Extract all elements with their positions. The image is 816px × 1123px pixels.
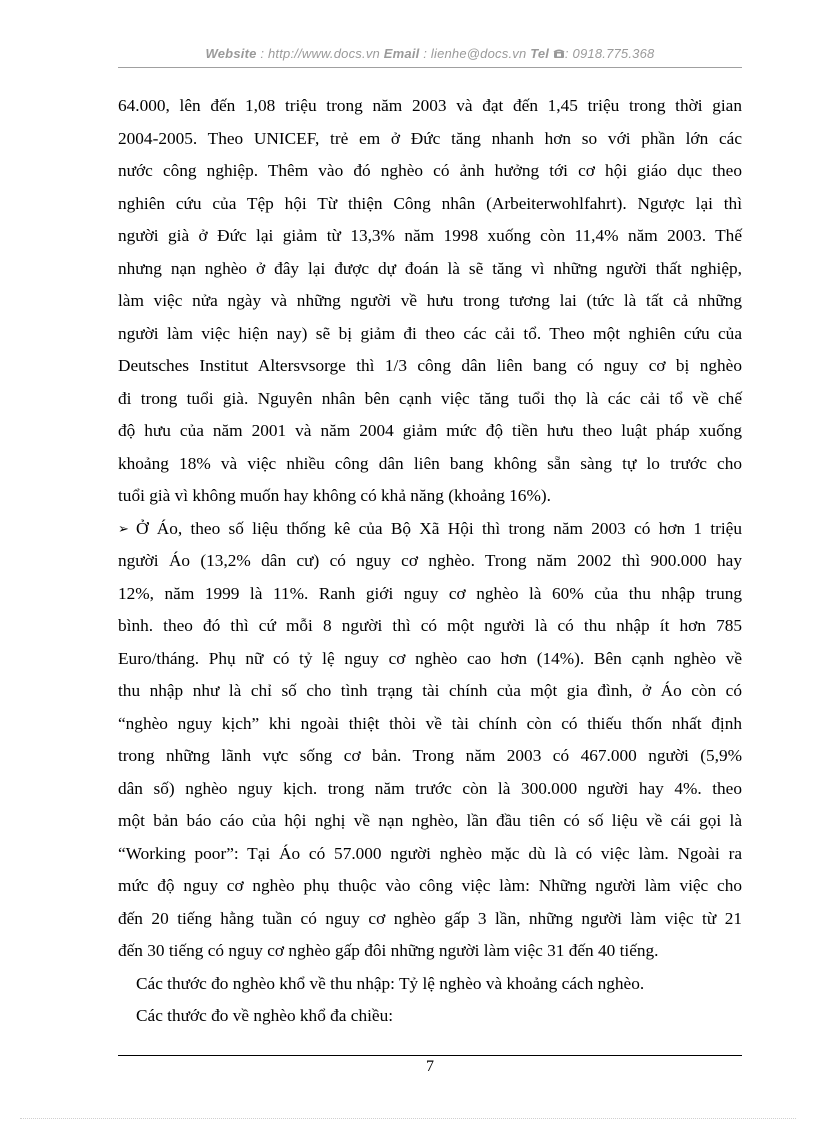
text-line: đi trong tuổi già. Nguyên nhân bên cạnh việc tăng tuổi thọ là các cải tổ về chế <box>118 388 742 408</box>
text-line: bình. theo đó thì cứ mỗi 8 người thì có một người là có thu nhập ít hơn 785 <box>118 616 742 635</box>
page-header <box>118 46 742 66</box>
bullet-paragraph-first-line <box>118 513 742 546</box>
text-line: nhưng nạn nghèo ở đây lại được dự đoán là sẽ tăng vì những người thất nghiệp, <box>118 258 742 278</box>
tel-value: : 0918.775.368 <box>564 46 655 61</box>
text-line: Euro/tháng. Phụ nữ có tỷ lệ nguy cơ nghèo cao hơn (14%). Bên cạnh nghèo về <box>118 648 742 668</box>
email-value: : lienhe@docs.vn <box>419 46 531 61</box>
text-line: đến 20 tiếng hằng tuần có nguy cơ nghèo gấp 3 lần, những người làm việc từ 21 <box>118 908 742 928</box>
text-line: một bản báo cáo của hội nghị về nạn nghèo, lần đầu tiên có số liệu về cái gọi là <box>118 811 742 830</box>
text-line: 64.000, lên đến 1,08 triệu trong năm 2003 và đạt đến 1,45 triệu trong thời gian <box>118 96 742 115</box>
page-bottom-border <box>20 1118 796 1119</box>
text-line: thu nhập như là chỉ số cho tình trạng tài chính của một gia đình, ở Áo còn có <box>118 681 742 700</box>
text-line: khoảng 18% và việc nhiều công dân liên bang không sẵn sàng tự lo trước cho <box>118 453 742 473</box>
tel-label: Tel <box>530 46 550 61</box>
footer-divider <box>118 1055 742 1056</box>
email-label: Email <box>383 46 420 61</box>
text-line: dân số) nghèo nguy kịch. trong năm trước còn là 300.000 người hay 4%. theo <box>118 778 742 798</box>
website-label: Website <box>205 46 257 61</box>
text-line: nghiên cứu của Tệp hội Từ thiện Công nhân (Arbeiterwohlfahrt). Ngược lại thì <box>118 193 742 213</box>
text-line: người Áo (13,2% dân cư) có nguy cơ nghèo. Trong năm 2002 thì 900.000 hay <box>118 551 742 570</box>
text-line: 2004-2005. Theo UNICEF, trẻ em ở Đức tăng nhanh hơn so với phần lớn các <box>118 128 742 148</box>
text-line: trong những lãnh vực sống cơ bản. Trong năm 2003 có 467.000 người (5,9% <box>118 746 742 765</box>
arrow-bullet-icon: ➢ <box>118 521 129 537</box>
text-line: độ hưu của năm 2001 và năm 2004 giảm mức độ tiền hưu theo luật pháp xuống <box>118 421 742 440</box>
website-value: : http://www.docs.vn <box>256 46 384 61</box>
page-number: 7 <box>426 1058 434 1075</box>
text-line: 12%, năm 1999 là 11%. Ranh giới nguy cơ nghèo là 60% của thu nhập trung <box>118 583 742 603</box>
document-body <box>118 90 742 1033</box>
text-line: người già ở Đức lại giảm từ 13,3% năm 1998 xuống còn 11,4% năm 2003. Thế <box>118 226 742 245</box>
text-line: nước công nghiệp. Thêm vào đó nghèo có ảnh hưởng tới cơ hội giáo dục theo <box>118 161 742 180</box>
text-line: Deutsches Institut Altersvsorge thì 1/3 công dân liên bang có nguy cơ bị nghèo <box>118 356 742 375</box>
text-line: đến 30 tiếng có nguy cơ nghèo gấp đôi những người làm việc 31 đến 40 tiếng. <box>118 941 659 960</box>
text-line: “Working poor”: Tại Áo có 57.000 người nghèo mặc dù là có việc làm. Ngoài ra <box>118 843 742 863</box>
header-divider <box>118 67 742 68</box>
income-poverty-measures-line: Các thước đo nghèo khổ về thu nhập: Tỷ lệ nghèo và khoảng cách nghèo. <box>136 973 645 993</box>
multidimensional-poverty-heading: Các thước đo về nghèo khổ đa chiều: <box>136 1006 394 1025</box>
text-line: Ở Áo, theo số liệu thống kê của Bộ Xã Hội thì trong năm 2003 có hơn 1 triệu <box>136 518 742 538</box>
text-line: mức độ nguy cơ nghèo phụ thuộc vào công việc làm: Những người làm việc cho <box>118 876 742 895</box>
telephone-icon <box>553 47 565 62</box>
text-line: làm việc nửa ngày và những người về hưu trong tương lai (tức là tất cả những <box>118 291 742 310</box>
text-line: tuổi già vì không muốn hay không có khả năng (khoảng 16%). <box>118 486 551 505</box>
text-line: “nghèo nguy kịch” khi ngoài thiệt thòi về tài chính còn có thiếu thốn nhất định <box>118 713 742 733</box>
text-line: người làm việc hiện nay) sẽ bị giảm đi theo các cải tổ. Theo một nghiên cứu của <box>118 323 742 343</box>
